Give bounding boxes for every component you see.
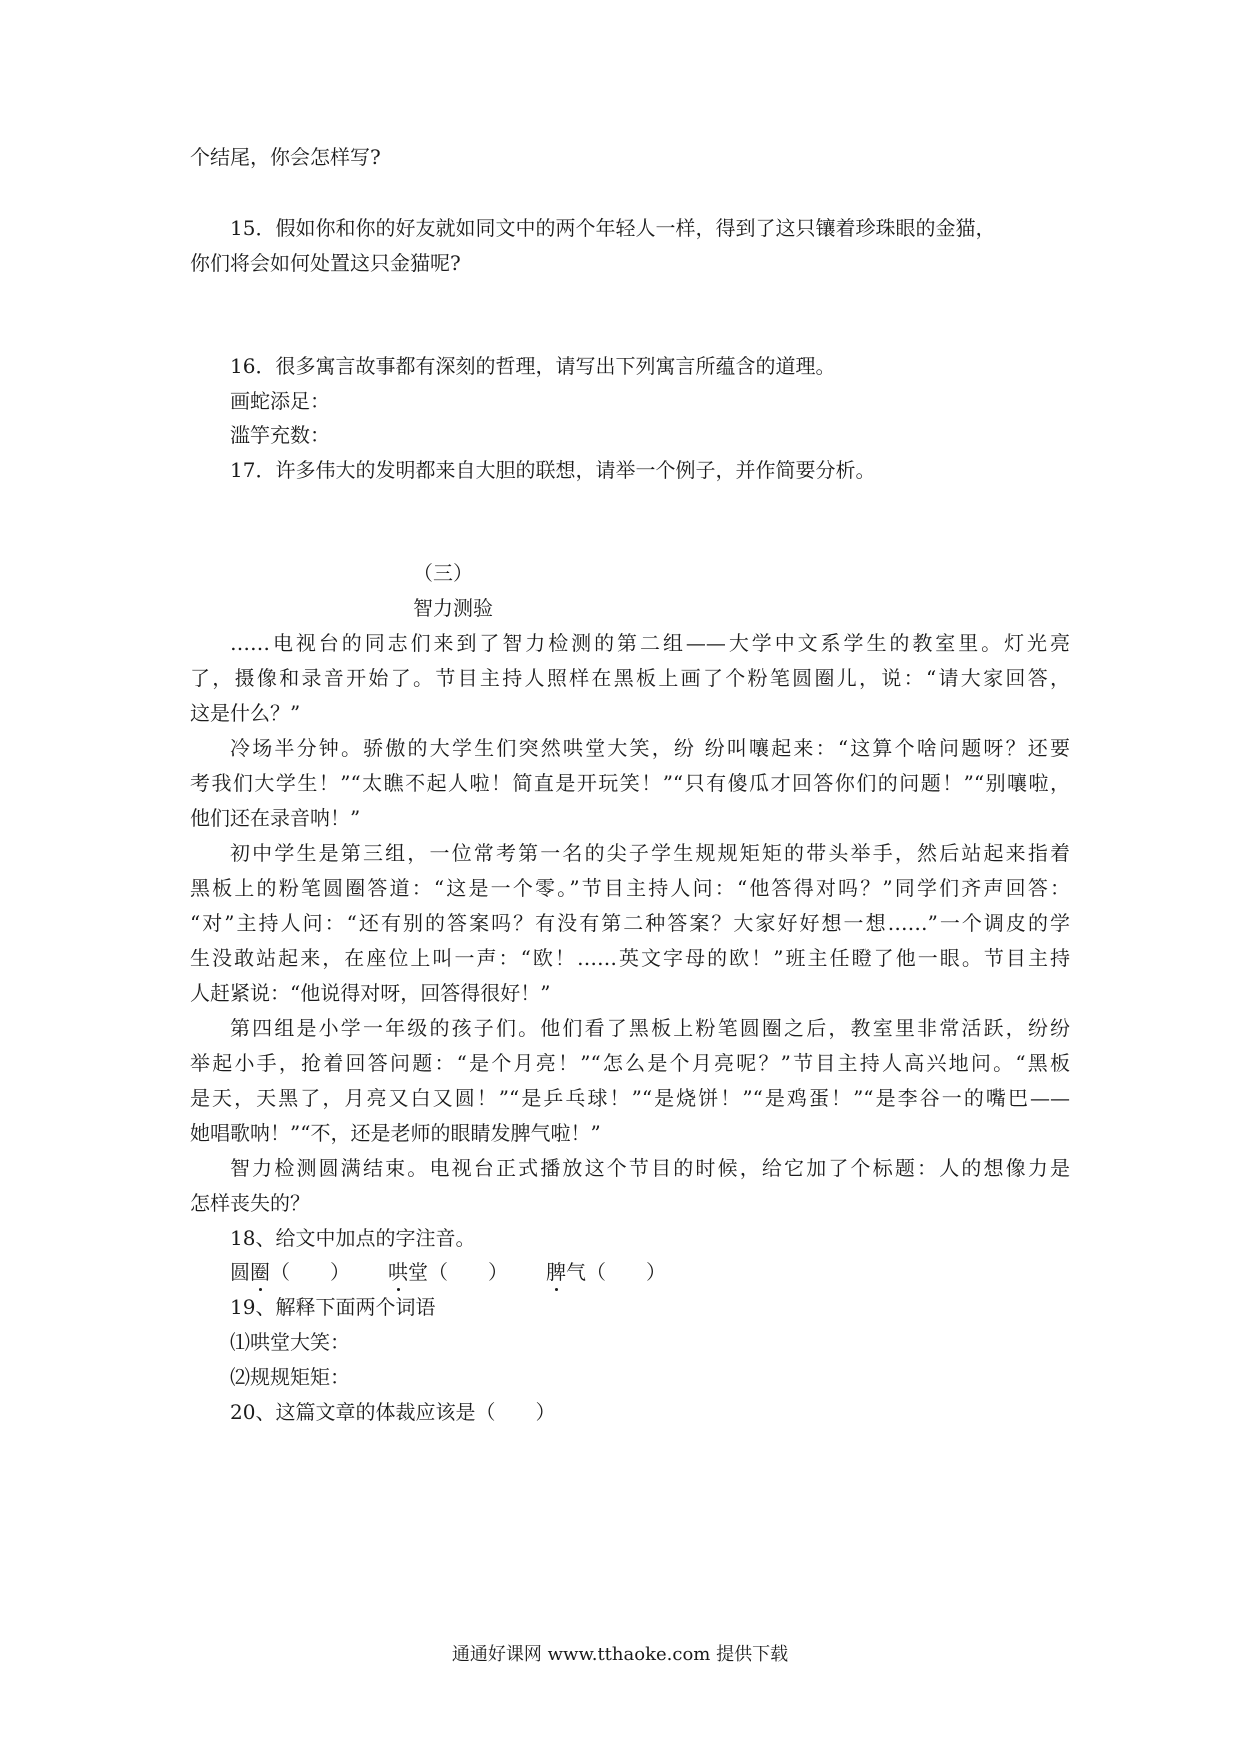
question-18-items: [230, 1262, 1070, 1282]
passage-line: 智力检测圆满结束。电视台正式播放这个节目的时候，给它加了个标题：人的想像力是: [230, 1156, 1070, 1180]
passage-line: “对”主持人问：“还有别的答案吗？有没有第二种答案？大家好好想一想……”一个调皮的学: [190, 911, 1070, 935]
question-15-cont: 你们将会如何处置这只金猫呢?: [190, 251, 461, 275]
question-16-item-2: 滥竽充数：: [230, 423, 330, 447]
word-hongtang: 哄堂（ ）: [388, 1260, 508, 1284]
passage-line: 人赶紧说：“他说得对呀，回答得很好！”: [190, 981, 551, 1005]
passage-line: 怎样丧失的？: [190, 1191, 310, 1215]
passage-line: 冷场半分钟。骄傲的大学生们突然哄堂大笑，纷 纷叫嚷起来：“这算个啥问题呀？还要: [230, 736, 1070, 760]
passage-line: 举起小手，抢着回答问题：“是个月亮！”“怎么是个月亮呢？”节目主持人高兴地问。“黑板: [190, 1051, 1070, 1075]
word-yuanquan: 圆圈（ ）: [230, 1260, 350, 1284]
question-19: 19、解释下面两个词语: [230, 1295, 436, 1319]
passage-title: 智力测验: [413, 596, 493, 620]
passage-line: 生没敢站起来，在座位上叫一声：“欧！……英文字母的欧！”班主任瞪了他一眼。节目主持: [190, 946, 1070, 970]
passage-line: 黑板上的粉笔圆圈答道：“这是一个零。”节目主持人问：“他答得对吗？”同学们齐声回答：: [190, 876, 1070, 900]
question-16-item-1: 画蛇添足：: [230, 389, 330, 413]
dotted-char: 脾: [546, 1260, 566, 1284]
passage-line: 他们还在录音呐！”: [190, 806, 361, 830]
section-heading: （三）: [413, 561, 473, 585]
page-footer: 通通好课网 www.tthaoke.com 提供下载: [451, 1644, 789, 1665]
word-piqi: 脾气（ ）: [546, 1260, 666, 1284]
question-18: 18、给文中加点的字注音。: [230, 1226, 476, 1250]
passage-line: 是天，天黑了，月亮又白又圆！”“是乒乓球！”“是烧饼！”“是鸡蛋！”“是李谷一的嘴巴——: [190, 1086, 1070, 1110]
passage-line: ……电视台的同志们来到了智力检测的第二组——大学中文系学生的教室里。灯光亮: [230, 631, 1070, 655]
question-15: 15．假如你和你的好友就如同文中的两个年轻人一样，得到了这只镶着珍珠眼的金猫，: [230, 216, 996, 240]
question-17: 17．许多伟大的发明都来自大胆的联想，请举一个例子，并作简要分析。: [230, 458, 876, 482]
dotted-char: 哄: [388, 1260, 408, 1284]
passage-line: 第四组是小学一年级的孩子们。他们看了黑板上粉笔圆圈之后，教室里非常活跃，纷纷: [230, 1016, 1070, 1040]
text-line: 个结尾，你会怎样写?: [190, 145, 381, 169]
passage-line: 初中学生是第三组，一位常考第一名的尖子学生规规矩矩的带头举手，然后站起来指着: [230, 841, 1070, 865]
passage-line: 了，摄像和录音开始了。节目主持人照样在黑板上画了个粉笔圆圈儿，说：“请大家回答，: [190, 666, 1070, 690]
question-16: 16．很多寓言故事都有深刻的哲理，请写出下列寓言所蕴含的道理。: [230, 354, 836, 378]
passage-line: 考我们大学生！”“太瞧不起人啦！简直是开玩笑！”“只有傻瓜才回答你们的问题！”“别嚷啦，: [190, 771, 1070, 795]
passage-line: 这是什么？”: [190, 701, 301, 725]
dotted-char: 圈: [250, 1260, 270, 1284]
question-20: 20、这篇文章的体裁应该是（ ）: [230, 1400, 556, 1424]
passage-line: 她唱歌呐！”“不，还是老师的眼睛发脾气啦！”: [190, 1121, 601, 1145]
question-19-item-2: ⑵规规矩矩：: [230, 1365, 350, 1389]
question-19-item-1: ⑴哄堂大笑：: [230, 1330, 350, 1354]
